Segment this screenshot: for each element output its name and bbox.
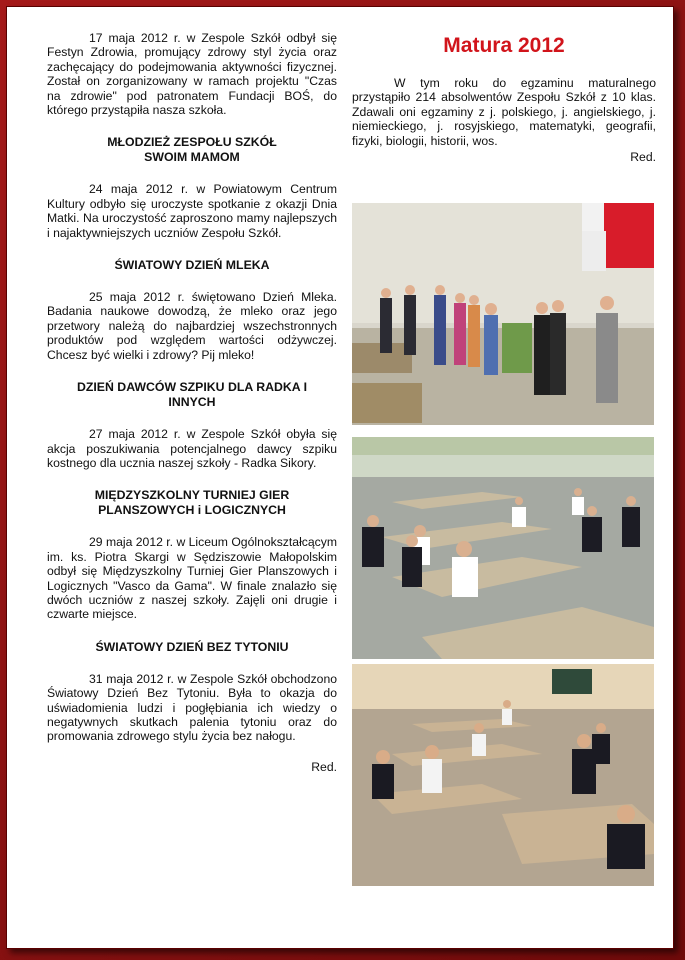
section-title-marrow [47,380,337,410]
intro-paragraph: 17 maja 2012 r. w Zespole Szkół odbył się Festyn Zdrowia, promujący zdrowy styl życia oraz zachęcający do podejmowania aktywności fizycznej. Został on zorganizowany w ramach projektu "Czas na zdrowie" pod patronatem Fundacji BOŚ, do którego przystąpiła nasza szkoła. [47,31,337,118]
right-column [352,33,656,164]
section-body-games: 29 maja 2012 r. w Liceum Ogólnokształcącym im. ks. Piotra Skargi w Sędziszowie Małopolskim odbył się Międzyszkolny Turniej Gier Planszowych i Logicznych "Vasco da Gama". W finale znalazło się dwóch uczniów z naszej szkoły. Zajęli oni drugie i czwarte miejsce. [47,535,337,622]
photo-exam-hall [352,437,654,659]
matura-body: W tym roku do egzaminu maturalnego przystąpiło 214 absolwentów Zespołu Szkół z 10 klas. Zdawali oni egzaminy z j. polskiego, j. angielskiego, j. niemieckiego, j. rosyjskiego, matematyki, geografii, fizyki, biologii, historii, wos. [352,76,656,148]
section-title-line: PLANSZOWYCH i LOGICZNYCH [98,503,286,518]
matura-title: Matura 2012 [443,34,565,57]
section-title-milk [47,258,337,273]
section-body-milk: 25 maja 2012 r. świętowano Dzień Mleka. Badania naukowe dowodzą, że mleko oraz jego przetwory należą do najbardziej wszechstronnych produktów pod względem wartości odżywczej. Chcesz być wielki i zdrowy? Pij mleko! [47,290,337,362]
section-title-line: ŚWIATOWY DZIEŃ MLEKA [114,258,270,273]
photo-exam-room [352,664,654,886]
section-title-line: SWOIM MAMOM [144,150,240,165]
section-title-line: MIĘDZYSZKOLNY TURNIEJ GIER [94,488,290,503]
right-signature: Red. [630,150,656,165]
section-title-mothers [47,135,337,165]
section-body-tobacco: 31 maja 2012 r. w Zespole Szkół obchodzono Światowy Dzień Bez Tytoniu. Była to okazja do uświadomienia ludzi i pogłębiania ich wiedzy o negatywnych skutkach palenia tytoniu oraz do promowania zdrowego stylu życia bez nałogu. [47,671,337,744]
newsletter-page [6,6,674,949]
left-signature: Red. [311,759,337,774]
section-title-line: DZIEŃ DAWCÓW SZPIKU DLA RADKA I [77,380,307,395]
section-title-line: MŁODZIEŻ ZESPOŁU SZKÓŁ [107,135,277,150]
section-title-games [47,488,337,518]
photo-ceremony [352,203,654,425]
section-body-marrow: 27 maja 2012 r. w Zespole Szkół obyła się akcja poszukiwania potencjalnego dawcy szpiku kostnego dla ucznia naszej szkoły - Radka Sikory. [47,427,337,470]
section-title-tobacco [47,640,337,655]
section-body-mothers: 24 maja 2012 r. w Powiatowym Centrum Kultury odbyło się uroczyste spotkanie z okazji Dnia Matki. Na uroczystość zaproszono mamy najlepszych i najaktywniejszych uczniów Zespołu Szkół. [47,182,337,240]
left-column [47,31,337,774]
section-title-line: INNYCH [168,395,216,410]
section-title-line: ŚWIATOWY DZIEŃ BEZ TYTONIU [95,639,289,654]
